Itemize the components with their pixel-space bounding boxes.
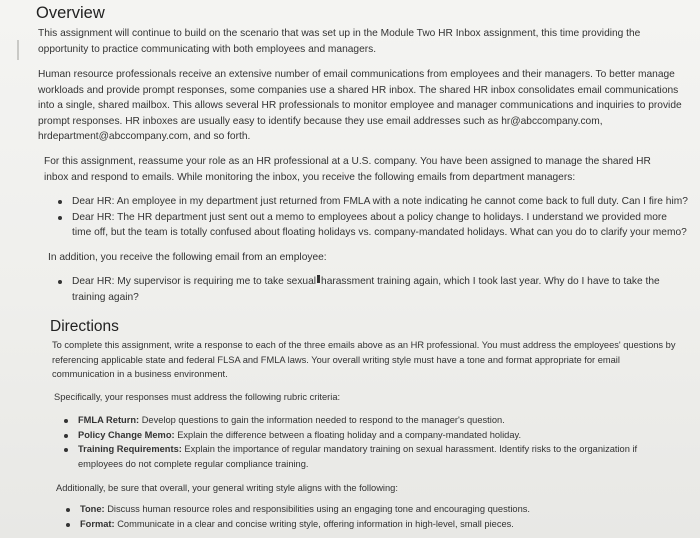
directions-paragraph-1: To complete this assignment, write a response to each of the three emails above as an HR professional. You must address the employees' questions by referencing applicable state and federal FLSA and FMLA laws. Your overall writing style must have a tone and format appropriate for email communication in a business environment.	[52, 340, 676, 380]
criteria-text: Explain the difference between a floating holiday and a company-mandated holiday.	[174, 429, 522, 440]
list-item: Dear HR: An employee in my department just returned from FMLA with a note indicating he cannot come back to full duty. Can I fire him?	[58, 194, 688, 210]
list-item	[66, 517, 678, 532]
overview-paragraph-4: In addition, you receive the following email from an employee:	[48, 252, 327, 263]
criteria-label: FMLA Return:	[78, 415, 140, 425]
list-item	[64, 413, 679, 428]
criteria-text: Explain the importance of regular mandatory training on sexual harassment. Identify risks to the organization if employees do not complete regular compliance training.	[78, 444, 638, 469]
employee-email-text-1: Dear HR: My supervisor is requiring me to take sexual	[72, 276, 317, 287]
writing-style-list	[66, 502, 678, 531]
list-item	[66, 502, 678, 517]
list-item	[64, 428, 679, 443]
style-label: Format:	[80, 518, 115, 529]
overview-heading: Overview	[36, 4, 105, 22]
directions-heading: Directions	[50, 318, 119, 335]
style-text: Communicate in a clear and concise writing style, offering information in high-level, small pieces.	[114, 518, 514, 529]
overview-paragraph-3: For this assignment, reassume your role as an HR professional at a U.S. company. You have been assigned to manage the shared HR inbox and respond to emails. While monitoring the inbox, you receive the following emails from department managers:	[44, 156, 651, 183]
criteria-label: Policy Change Memo:	[78, 429, 175, 440]
style-label: Tone:	[80, 504, 105, 514]
directions-paragraph-2: Specifically, your responses must address the following rubric criteria:	[54, 392, 341, 402]
manager-email-list	[58, 194, 688, 241]
overview-paragraph-1: This assignment will continue to build on the scenario that was set up in the Module Two HR Inbox assignment, this time providing the opportunity to practice communicating with both employees and managers.	[38, 28, 641, 55]
left-divider	[17, 40, 19, 60]
rubric-criteria-list	[64, 413, 679, 471]
list-item	[64, 442, 679, 471]
style-text: Discuss human resource roles and responsibilities using an engaging tone and encouraging questions.	[104, 504, 530, 514]
employee-email-list	[58, 274, 670, 305]
employee-email-text-2: harassment training again, which I took last year. Why do I have to take the training again?	[72, 276, 660, 303]
overview-paragraph-2: Human resource professionals receive an extensive number of email communications from employees and their managers. To better manage workloads and provide prompt responses, some companies use a shared HR inbox. The shared HR inbox consolidates email communications into a single, shared mailbox. This allows several HR professionals to monitor employee and manager communications and inquiries to provide prompt responses. HR inboxes are usually easy to identify because they use email addresses such as hr@abccompany.com, hrdepartment@abccompany.com, and so forth.	[38, 69, 682, 143]
criteria-label: Training Requirements:	[78, 444, 182, 455]
list-item	[58, 274, 670, 305]
directions-paragraph-3: Additionally, be sure that overall, your general writing style aligns with the following:	[56, 483, 398, 493]
criteria-text: Develop questions to gain the information needed to respond to the manager's question.	[139, 415, 505, 425]
list-item: Dear HR: The HR department just sent out a memo to employees about a policy change to holidays. I understand we provided more time off, but the team is totally confused about floating holidays vs. company-mandated holidays. What can you do to clarify your memo?	[58, 210, 688, 241]
text-cursor-icon	[317, 275, 320, 283]
